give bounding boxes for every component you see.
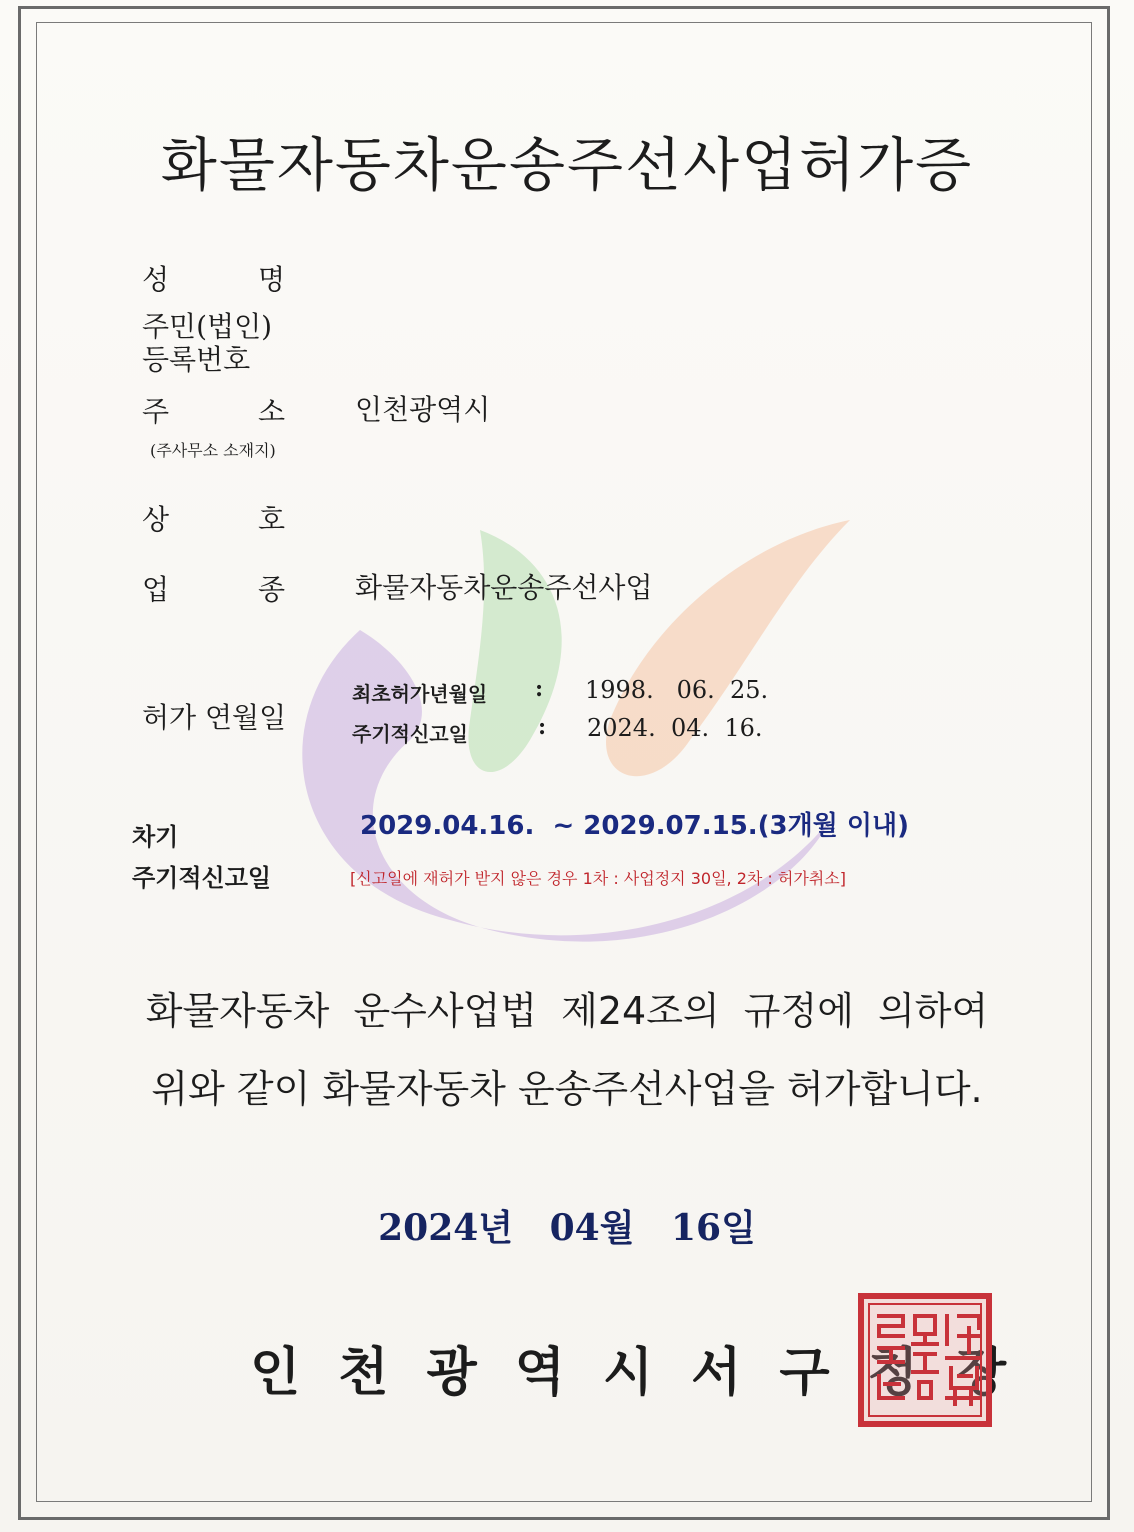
statement-line1: 화물자동차 운수사업법 제24조의 규정에 의하여: [145, 989, 989, 1033]
trade-name-label: 상 호: [142, 503, 286, 536]
next-report-label-line1: 차기: [132, 823, 179, 851]
address-sublabel: (주사무소 소재지): [150, 441, 276, 460]
next-report-label-line2: 주기적신고일: [132, 864, 272, 892]
initial-permit-label: 최초허가년월일: [352, 682, 488, 706]
issuer-name: 인천광역시서구청장: [250, 1343, 1045, 1403]
address-label: 주 소: [142, 395, 286, 428]
certificate-title: 화물자동차운송주선사업허가증: [160, 131, 974, 199]
regno-label-line2: 등록번호: [142, 343, 251, 376]
address-value: 인천광역시: [355, 393, 491, 426]
business-type-value: 화물자동차운송주선사업: [355, 571, 653, 604]
periodic-report-value: 2024. 04. 16.: [587, 714, 763, 742]
statement-line2: 위와 같이 화물자동차 운송주선사업을 허가합니다.: [151, 1067, 983, 1111]
permit-date-label: 허가 연월일: [142, 701, 287, 734]
regno-label-line1: 주민(법인): [142, 310, 273, 343]
initial-permit-colon: :: [535, 676, 544, 702]
initial-permit-value: 1998. 06. 25.: [585, 676, 769, 704]
periodic-report-label: 주기적신고일: [352, 722, 468, 746]
next-report-range: 2029.04.16. ~ 2029.07.15.(3개월 이내): [360, 811, 910, 841]
next-report-penalty-note: [신고일에 재허가 받지 않은 경우 1차 : 사업정지 30일, 2차 : 허가취소]: [350, 869, 846, 888]
business-type-label: 업 종: [142, 573, 286, 606]
name-label: 성 명: [142, 263, 286, 296]
official-seal-stamp: [855, 1290, 995, 1430]
periodic-report-colon: :: [538, 714, 547, 740]
issue-date: 2024년 04월 16일: [378, 1207, 756, 1249]
